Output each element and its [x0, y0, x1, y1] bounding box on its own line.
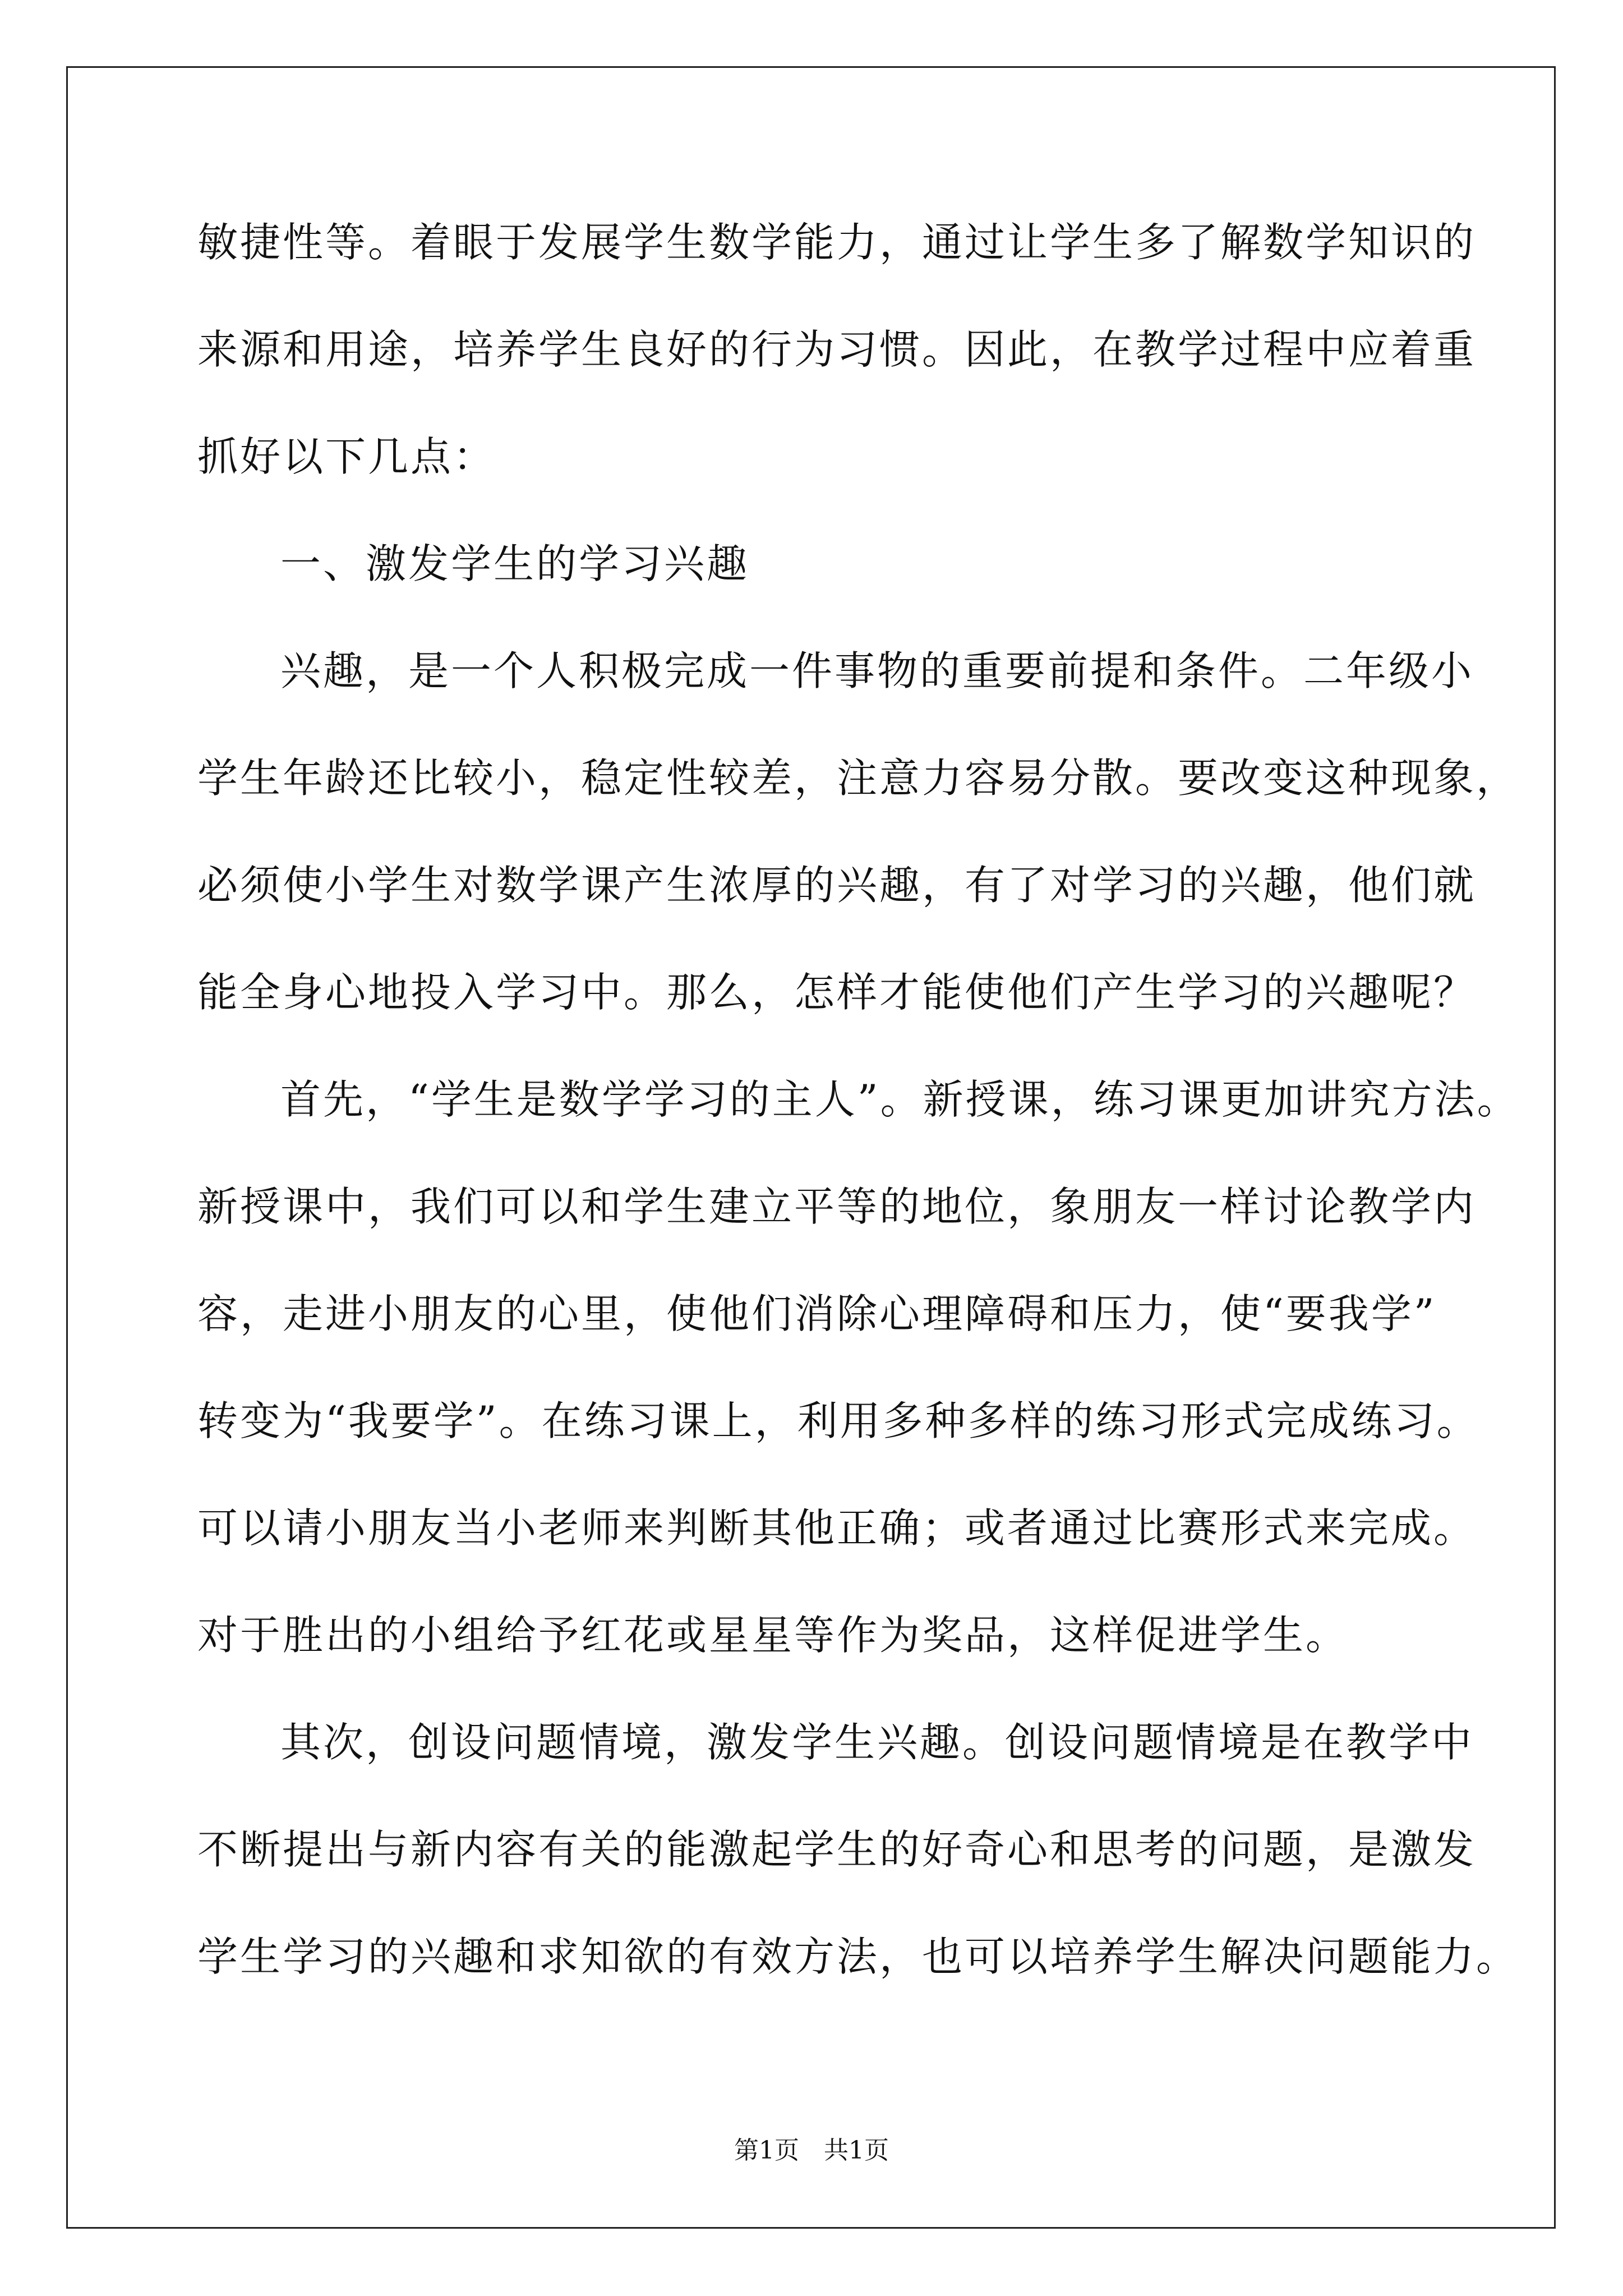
body-line: 能全身心地投入学习中。那么，怎样才能使他们产生学习的兴趣呢？	[197, 969, 1477, 1016]
body-line: 敏捷性等。着眼于发展学生数学能力，通过让学生多了解数学知识的	[197, 219, 1477, 266]
body-line: 必须使小学生对数学课产生浓厚的兴趣，有了对学习的兴趣，他们就	[197, 862, 1477, 909]
document-body	[197, 219, 1520, 2044]
body-line: 首先，“学生是数学学习的主人”。新授课，练习课更加讲究方法。	[280, 1076, 1520, 1123]
body-line: 抓好以下几点：	[197, 433, 496, 480]
body-line: 可以请小朋友当小老师来判断其他正确；或者通过比赛形式来完成。	[197, 1504, 1477, 1552]
body-line: 兴趣，是一个人积极完成一件事物的重要前提和条件。二年级小	[280, 647, 1474, 694]
body-line: 其次，创设问题情境，激发学生兴趣。创设问题情境是在教学中	[280, 1719, 1474, 1766]
body-line: 转变为“我要学”。在练习课上，利用多种多样的练习形式完成练习。	[197, 1397, 1479, 1444]
body-line: 学生学习的兴趣和求知欲的有效方法，也可以培养学生解决问题能力。	[197, 1933, 1519, 1980]
body-line: 对于胜出的小组给予红花或星星等作为奖品，这样促进学生。	[197, 1612, 1349, 1659]
body-line: 来源和用途，培养学生良好的行为习惯。因此，在教学过程中应着重	[197, 326, 1477, 373]
page-number-footer: 第1页 共1页	[734, 2136, 889, 2165]
body-line: 容，走进小朋友的心里，使他们消除心理障碍和压力，使“要我学”	[197, 1290, 1437, 1337]
body-line: 学生年龄还比较小，稳定性较差，注意力容易分散。要改变这种现象，	[197, 754, 1519, 802]
section-heading: 一、激发学生的学习兴趣	[280, 540, 750, 587]
body-line: 新授课中，我们可以和学生建立平等的地位，象朋友一样讨论教学内	[197, 1183, 1477, 1230]
body-line: 不断提出与新内容有关的能激起学生的好奇心和思考的问题，是激发	[197, 1826, 1477, 1873]
